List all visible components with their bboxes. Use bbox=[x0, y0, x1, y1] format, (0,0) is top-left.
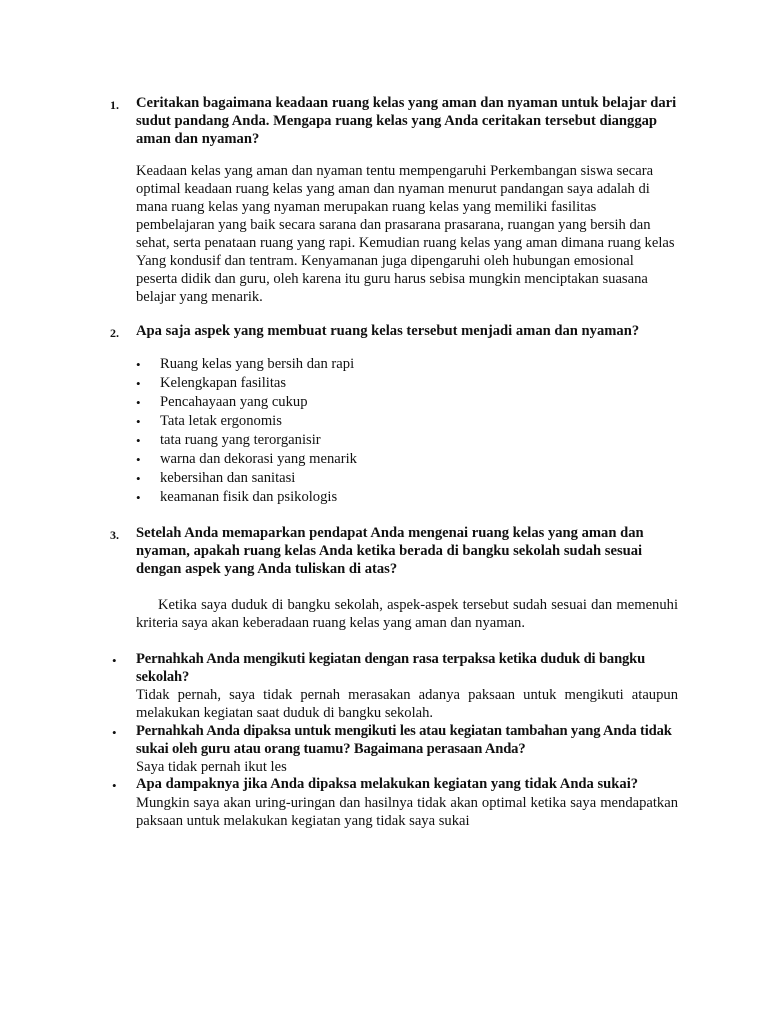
list-item-text: keamanan fisik dan psikologis bbox=[160, 489, 338, 505]
bullet-icon: • bbox=[136, 395, 141, 410]
list-item-text: kebersihan dan sanitasi bbox=[160, 470, 296, 486]
list-item bbox=[136, 393, 357, 412]
list-item bbox=[136, 469, 357, 488]
list-item bbox=[136, 374, 357, 393]
bullet-icon: • bbox=[136, 357, 141, 372]
list-item-text: warna dan dekorasi yang menarik bbox=[160, 451, 357, 467]
extra-answer-3: Mungkin saya akan uring-uringan dan hasilnya tidak akan optimal ketika saya mendapatkan paksaan untuk melakukan kegiatan yang tidak saya sukai bbox=[136, 795, 678, 829]
list-item-text: Pencahayaan yang cukup bbox=[160, 394, 308, 410]
bullet-icon: • bbox=[136, 452, 141, 467]
bullet-icon: • bbox=[136, 490, 141, 505]
q1-answer: Keadaan kelas yang aman dan nyaman tentu mempengaruhi Perkembangan siswa secara optimal keadaan ruang kelas yang aman dan nyaman menurut pandangan saya adalah di mana ruang kelas yang nyaman merupakan ruang kelas yang memiliki fasilitas pembelajaran yang baik secara sarana dan prasarana prasarana, ruangan yang bersih dan sehat, serta penataan ruang yang rapi. Kemudian ruang kelas yang aman dimana ruang kelas Yang kondusif dan tentram. Kenyamanan juga dipengaruhi oleh hubungan emosional peserta didik dan guru, oleh karena itu guru harus sebisa mungkin menciptakan suasana belajar yang menarik. bbox=[136, 163, 675, 305]
q1-question: Ceritakan bagaimana keadaan ruang kelas yang aman dan nyaman untuk belajar dari sudut pandang Anda. Mengapa ruang kelas yang Anda ceritakan tersebut dianggap aman dan nyaman? bbox=[136, 95, 677, 147]
list-item-text: tata ruang yang terorganisir bbox=[160, 432, 321, 448]
extra-question-1: Pernahkah Anda mengikuti kegiatan dengan rasa terpaksa ketika duduk di bangku sekolah? bbox=[136, 651, 646, 685]
list-item bbox=[136, 431, 357, 450]
list-item bbox=[136, 488, 357, 507]
q1-number: 1. bbox=[110, 98, 119, 112]
list-item bbox=[136, 412, 357, 431]
bullet-icon: • bbox=[112, 653, 117, 668]
list-item-text: Tata letak ergonomis bbox=[160, 413, 282, 429]
extra-answer-1: Tidak pernah, saya tidak pernah merasakan adanya paksaan untuk mengikuti ataupun melakukan kegiatan saat duduk di bangku sekolah. bbox=[136, 687, 678, 721]
bullet-icon: • bbox=[112, 778, 117, 793]
bullet-icon: • bbox=[136, 376, 141, 391]
aspect-list bbox=[136, 355, 357, 507]
bullet-icon: • bbox=[136, 414, 141, 429]
q2-number: 2. bbox=[110, 326, 119, 340]
extra-answer-2: Saya tidak pernah ikut les bbox=[136, 759, 287, 775]
q3-number: 3. bbox=[110, 528, 119, 542]
q2-question: Apa saja aspek yang membuat ruang kelas tersebut menjadi aman dan nyaman? bbox=[136, 323, 640, 339]
bullet-icon: • bbox=[136, 471, 141, 486]
extra-question-3: Apa dampaknya jika Anda dipaksa melakukan kegiatan yang tidak Anda sukai? bbox=[136, 776, 639, 792]
list-item-text: Ruang kelas yang bersih dan rapi bbox=[160, 356, 355, 372]
list-item-text: Kelengkapan fasilitas bbox=[160, 375, 287, 391]
list-item bbox=[136, 355, 357, 374]
q3-answer: Ketika saya duduk di bangku sekolah, aspek-aspek tersebut sudah sesuai dan memenuhi kriteria saya akan keberadaan ruang kelas yang aman dan nyaman. bbox=[136, 597, 678, 631]
extra-question-2: Pernahkah Anda dipaksa untuk mengikuti les atau kegiatan tambahan yang Anda tidak sukai oleh guru atau orang tuamu? Bagaimana perasaan Anda? bbox=[136, 723, 672, 757]
q3-question: Setelah Anda memaparkan pendapat Anda mengenai ruang kelas yang aman dan nyaman, apakah ruang kelas Anda ketika berada di bangku sekolah sudah sesuai dengan aspek yang Anda tuliskan di atas? bbox=[136, 525, 644, 577]
list-item bbox=[136, 450, 357, 469]
bullet-icon: • bbox=[112, 725, 117, 740]
bullet-icon: • bbox=[136, 433, 141, 448]
